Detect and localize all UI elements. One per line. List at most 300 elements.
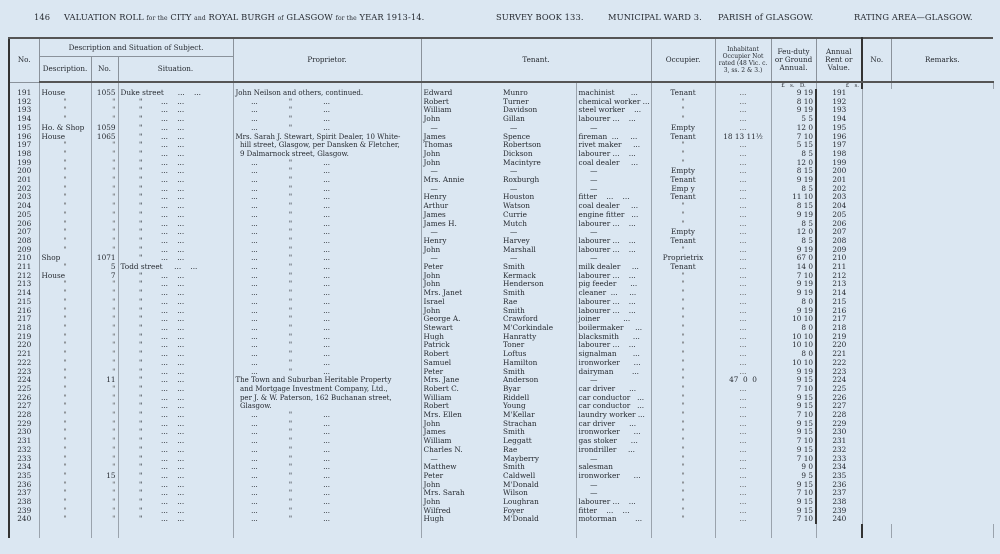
row-number-right: 240 [816,515,862,524]
remarks [862,515,891,524]
tenant-surname: — [503,123,518,132]
description: " [39,280,91,289]
situation: " ... ... [118,124,233,133]
feu-duty: ... [715,472,771,481]
row-number: 223 [9,368,39,377]
situation: " ... ... [118,324,233,333]
feu-duty: ... [715,211,771,220]
tenant-occupation: — [576,481,651,490]
col-occupier: Occupier. [651,38,715,82]
row-number-right: 206 [816,220,862,229]
remarks [862,289,891,298]
description: " [39,106,91,115]
occupier: " [651,472,715,481]
annual-rent: 9 19 [771,307,816,316]
tenant-surname: Leggatt [503,437,532,446]
row-number-right: 220 [816,341,862,350]
tenant-first-name: Wilfred [421,507,501,516]
proprietor: ... " ... [233,420,421,429]
annual-rent: 7 10 [771,515,816,524]
row-number-right: 221 [816,350,862,359]
street-number: " [91,515,118,524]
remarks [862,106,891,115]
remarks [862,376,891,385]
tenant-first-name: Mrs. Sarah [421,489,501,498]
feu-duty: ... [715,280,771,289]
feu-duty: ... [715,263,771,272]
situation: " ... ... [118,150,233,159]
situation: " ... ... [118,341,233,350]
description: " [39,376,91,385]
feu-duty: ... [715,159,771,168]
annual-rent: 9 15 [771,394,816,403]
table-row [9,315,993,324]
tenant-first-name: William [421,437,501,446]
tenant-occupation: milk dealer ... [576,263,651,272]
row-number: 201 [9,176,39,185]
tenant-first-name: John [421,280,501,289]
occupier: " [651,315,715,324]
annual-rent: 7 10 [771,455,816,464]
tenant-first-name: Samuel [421,359,501,368]
feu-duty: ... [715,89,771,98]
proprietor: ... " ... [233,481,421,490]
tenant-occupation: blacksmith ... [576,333,651,342]
remarks [862,237,891,246]
street-number: " [91,98,118,107]
col-tenant: Tenant. [421,38,651,82]
description: " [39,237,91,246]
table-row [9,220,993,229]
tenant-first-name: Peter [421,368,501,377]
tenant-occupation: — [576,455,651,464]
feu-duty: ... [715,254,771,263]
remarks [862,307,891,316]
feu-duty: ... [715,437,771,446]
description: " [39,489,91,498]
annual-rent: 9 19 [771,246,816,255]
row-number-right: 209 [816,246,862,255]
empty-cell [501,524,576,538]
feu-duty: ... [715,141,771,150]
tenant-surname: Riddell [503,393,530,402]
tenant-first-name: John [421,150,501,159]
feu-duty: ... [715,106,771,115]
street-number: " [91,420,118,429]
tenant-occupation: labourer ... ... [576,150,651,159]
col-proprietor: Proprietor. [233,38,421,82]
tenant-first-name: John [421,481,501,490]
municipal-ward: MUNICIPAL WARD 3. [608,12,702,22]
table-row [9,498,993,507]
situation: " ... ... [118,185,233,194]
table-row [9,359,993,368]
tenant-surname: Anderson [503,376,539,385]
row-number-right: 198 [816,150,862,159]
remarks [862,228,891,237]
occupier: " [651,515,715,524]
street-number: " [91,324,118,333]
row-number-right: 234 [816,463,862,472]
remarks [862,124,891,133]
street-number: " [91,341,118,350]
situation: Duke street ... ... [118,89,233,98]
remarks [862,263,891,272]
situation: " ... ... [118,228,233,237]
col-description-group: Description and Situation of Subject. [39,38,233,57]
annual-rent: 10 10 [771,341,816,350]
row-number-right: 226 [816,394,862,403]
description: " [39,185,91,194]
tenant-surname: Smith [503,306,525,315]
proprietor: ... " ... [233,237,421,246]
rent-units: £ s. [816,82,862,89]
tenant-occupation: labourer ... ... [576,220,651,229]
row-number-right: 227 [816,402,862,411]
feu-duty: ... [715,359,771,368]
tenant-first-name: Edward [421,89,501,98]
row-number: 225 [9,385,39,394]
annual-rent: 7 10 [771,385,816,394]
annual-rent: 8 0 [771,350,816,359]
remarks [862,341,891,350]
annual-rent: 10 10 [771,333,816,342]
tenant-occupation: rivet maker ... [576,141,651,150]
situation: " ... ... [118,237,233,246]
occupier: " [651,289,715,298]
row-number: 226 [9,394,39,403]
table-row [9,202,993,211]
tenant-surname: Wilson [503,489,528,498]
tenant-first-name: Patrick [421,341,501,350]
annual-rent: 7 10 [771,411,816,420]
tenant-surname: Watson [503,202,530,211]
annual-rent: 8 5 [771,150,816,159]
remarks [862,402,891,411]
annual-rent: 7 10 [771,489,816,498]
street-number: " [91,385,118,394]
description: House [39,133,91,142]
feu-duty: ... [715,246,771,255]
row-number: 202 [9,185,39,194]
annual-rent: 8 15 [771,202,816,211]
proprietor: ... " ... [233,341,421,350]
proprietor: ... " ... [233,350,421,359]
tenant-first-name: James [421,133,501,142]
remarks [862,272,891,281]
tenant-surname: — [503,167,518,176]
street-number: " [91,298,118,307]
description: " [39,481,91,490]
situation: " ... ... [118,394,233,403]
tenant-occupation: — [576,124,651,133]
tenant-occupation: cleaner ... ... [576,289,651,298]
tenant-surname: Spence [503,132,531,141]
feu-duty: ... [715,307,771,316]
tenant-surname: Munro [503,89,528,97]
description: " [39,307,91,316]
tenant-surname: M'Corkindale [503,323,554,332]
street-number: " [91,228,118,237]
annual-rent: 12 0 [771,124,816,133]
street-number: 1059 [91,124,118,133]
empty-cell [39,524,91,538]
occupier: " [651,333,715,342]
annual-rent: 9 19 [771,106,816,115]
situation: " ... ... [118,333,233,342]
situation: " ... ... [118,289,233,298]
row-number-right: 203 [816,193,862,202]
feu-duty: ... [715,350,771,359]
tenant-occupation: ironworker ... [576,472,651,481]
table-row [9,228,993,237]
row-number: 240 [9,515,39,524]
feu-duty: ... [715,455,771,464]
feu-duty: ... [715,315,771,324]
description: " [39,368,91,377]
situation: " ... ... [118,411,233,420]
row-number-right: 233 [816,455,862,464]
row-number: 193 [9,106,39,115]
tenant-first-name: Henry [421,193,501,202]
street-number: 7 [91,272,118,281]
remarks [862,437,891,446]
feu-duty: ... [715,420,771,429]
tenant-occupation: salesman [576,463,651,472]
street-number: " [91,150,118,159]
table-row [9,150,993,159]
tenant-surname: Henderson [503,280,544,289]
description: House [39,272,91,281]
description: " [39,193,91,202]
row-number: 211 [9,263,39,272]
tenant-occupation: coal dealer ... [576,202,651,211]
feu-duty: ... [715,385,771,394]
row-number-right: 217 [816,315,862,324]
situation: " ... ... [118,141,233,150]
description: " [39,220,91,229]
empty-cell [771,524,816,538]
situation: " ... ... [118,167,233,176]
tenant-surname: Robertson [503,141,542,150]
tenant-first-name: Mrs. Annie [421,176,501,185]
table-row [9,211,993,220]
remarks [862,176,891,185]
empty-cell [862,524,891,538]
street-number: " [91,455,118,464]
annual-rent: 9 15 [771,446,816,455]
remarks [862,202,891,211]
street-number: " [91,411,118,420]
tenant-first-name: — [421,228,501,237]
remarks [862,489,891,498]
situation: " ... ... [118,498,233,507]
occupier: Tenant [651,176,715,185]
row-number: 213 [9,280,39,289]
table-row [9,246,993,255]
tenant-occupation: signalman ... [576,350,651,359]
street-number: " [91,246,118,255]
remarks [862,507,891,516]
proprietor: ... " ... [233,185,421,194]
tenant-surname: — [503,184,518,193]
occupier: " [651,489,715,498]
row-number: 191 [9,89,39,98]
remarks [862,472,891,481]
row-number: 215 [9,298,39,307]
roll-title: VALUATION ROLL for the CITY and ROYAL BURGH of GLASGOW for the YEAR 1913-14. [64,12,425,22]
proprietor: ... " ... [233,498,421,507]
row-number: 207 [9,228,39,237]
remarks [862,89,891,98]
occupier: Tenant [651,89,715,98]
table-row [9,272,993,281]
table-row [9,411,993,420]
tenant-surname: Hanratty [503,332,537,341]
occupier: " [651,159,715,168]
row-number-right: 232 [816,446,862,455]
situation: " ... ... [118,246,233,255]
tenant-first-name: — [421,455,501,464]
feu-duty: ... [715,333,771,342]
tenant-first-name: Robert [421,402,501,411]
description: " [39,150,91,159]
table-row [9,263,993,272]
description: " [39,176,91,185]
tenant-first-name: Peter [421,472,501,481]
empty-cell [816,524,862,538]
remarks [862,133,891,142]
occupier: " [651,341,715,350]
row-number-right: 212 [816,272,862,281]
empty-cell [233,524,421,538]
row-number: 209 [9,246,39,255]
occupier: " [651,411,715,420]
occupier: " [651,350,715,359]
situation: " ... ... [118,402,233,411]
table-row [9,307,993,316]
proprietor: ... " ... [233,106,421,115]
page-number: 146 [34,12,51,22]
tenant-surname: M'Donald [503,480,539,489]
occupier: " [651,463,715,472]
row-number-right: 224 [816,376,862,385]
remarks [862,185,891,194]
annual-rent: 8 5 [771,185,816,194]
row-number-right: 215 [816,298,862,307]
proprietor: ... " ... [233,263,421,272]
annual-rent: 67 0 [771,254,816,263]
row-number: 231 [9,437,39,446]
street-number: " [91,211,118,220]
feu-duty: 47 0 0 [715,376,771,385]
tenant-first-name: Thomas [421,141,501,150]
tenant-surname: Toner [503,341,525,350]
remarks [862,220,891,229]
col-inhabitant-occupier: Inhabitant Occupier Not rated (48 Vic. c. 3, ss. 2 & 3.) [715,38,771,82]
feu-duty: 18 13 11½ [715,133,771,142]
row-number-right: 218 [816,324,862,333]
table-row [9,124,993,133]
annual-rent: 9 0 [771,463,816,472]
row-number: 222 [9,359,39,368]
remarks [862,150,891,159]
row-number-right: 231 [816,437,862,446]
remarks [862,428,891,437]
remarks [862,333,891,342]
row-number: 195 [9,124,39,133]
table-row [9,289,993,298]
row-number: 192 [9,98,39,107]
occupier: Proprietrix [651,254,715,263]
situation: " ... ... [118,463,233,472]
tenant-occupation: dairyman ... [576,368,651,377]
street-number: " [91,193,118,202]
row-number-right: 192 [816,98,862,107]
tenant-occupation: labourer ... ... [576,298,651,307]
table-row [9,420,993,429]
proprietor: ... " ... [233,289,421,298]
street-number: " [91,428,118,437]
occupier: " [651,141,715,150]
table-row [9,324,993,333]
occupier: " [651,307,715,316]
tenant-first-name: James [421,428,501,437]
table-row [9,115,993,124]
row-number-right: 222 [816,359,862,368]
street-number: " [91,315,118,324]
occupier: " [651,98,715,107]
tenant-surname: M'Donald [503,515,539,524]
row-number: 214 [9,289,39,298]
proprietor: ... " ... [233,272,421,281]
proprietor: hill street, Glasgow, per Dansken & Fletcher, [233,141,421,150]
feu-duty: ... [715,298,771,307]
occupier: " [651,394,715,403]
street-number: 11 [91,376,118,385]
occupier: " [651,246,715,255]
rating-area: RATING AREA—GLASGOW. [854,12,973,22]
feu-duty: ... [715,167,771,176]
feu-units: £ s. D. [771,82,816,89]
tenant-occupation: irondriller ... [576,446,651,455]
street-number: " [91,176,118,185]
proprietor: ... " ... [233,228,421,237]
tenant-first-name: George A. [421,315,501,324]
tenant-surname: Smith [503,263,525,272]
tenant-surname: Loughran [503,498,539,507]
proprietor: ... " ... [233,359,421,368]
description: " [39,359,91,368]
tenant-first-name: Peter [421,263,501,272]
remarks [862,254,891,263]
empty-cell [118,524,233,538]
occupier: Tenant [651,237,715,246]
street-number: " [91,507,118,516]
proprietor: ... " ... [233,333,421,342]
row-number: 219 [9,333,39,342]
description: " [39,472,91,481]
feu-duty: ... [715,463,771,472]
row-number: 194 [9,115,39,124]
tenant-occupation: joiner ... [576,315,651,324]
tenant-surname: Harvey [503,236,530,245]
description: " [39,350,91,359]
feu-duty: ... [715,98,771,107]
annual-rent: 9 15 [771,507,816,516]
tenant-first-name: William [421,394,501,403]
situation: Todd street ... ... [118,263,233,272]
